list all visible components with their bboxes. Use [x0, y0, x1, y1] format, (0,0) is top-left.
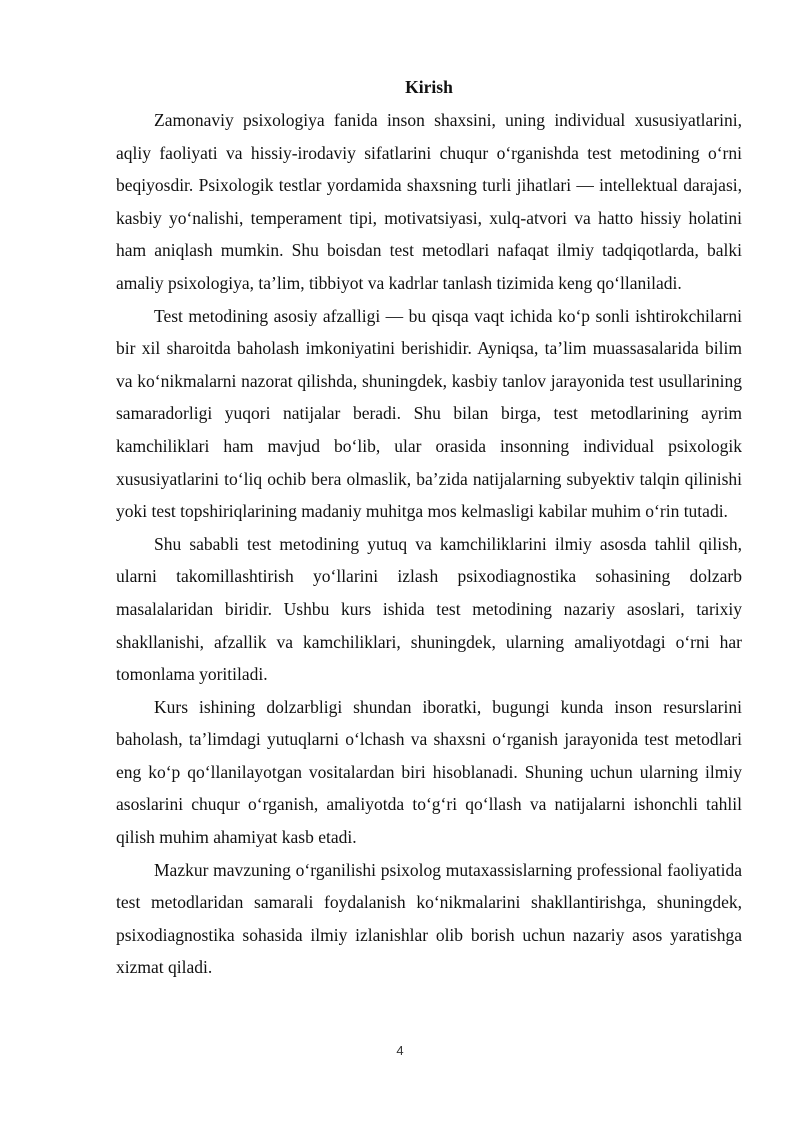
page-number: 4	[396, 1043, 404, 1058]
document-body	[116, 74, 742, 984]
paragraph: Test metodining asosiy afzalligi — bu qisqa vaqt ichida ko‘p sonli ishtirokchilarni bir xil sharoitda baholash imkoniyatini berishidir. Ayniqsa, ta’lim muassasalarida bilim va ko‘nikmalarni nazorat qilishda, shuningdek, kasbiy tanlov jarayonida test usullarining samaradorligi yuqori natijalar beradi. Shu bilan birga, test metodlarining ayrim kamchiliklari ham mavjud bo‘lib, ular orasida insonning individual psixologik xususiyatlarini to‘liq ochib bera olmaslik, ba’zida natijalarning subyektiv talqin qilinishi yoki test topshiriqlarining madaniy muhitga mos kelmasligi kabilar muhim o‘rin tutadi.	[116, 305, 742, 522]
paragraph: Mazkur mavzuning o‘rganilishi psixolog mutaxassislarning professional faoliyatida test metodlaridan samarali foydalanish ko‘nikmalarini shakllantirishga, shuningdek, psixodiagnostika sohasida ilmiy izlanishlar olib borish uchun nazariy asos yaratishga xizmat qiladi.	[116, 859, 742, 978]
paragraph: Kurs ishining dolzarbligi shundan iboratki, bugungi kunda inson resurslarini baholash, ta’limdagi yutuqlarni o‘lchash va shaxsni o‘rganish jarayonida test metodlari eng ko‘p qo‘llanilayotgan vositalardan biri hisoblanadi. Shuning uchun ularning ilmiy asoslarini chuqur o‘rganish, amaliyotda to‘g‘ri qo‘llash va natijalarni ishonchli tahlil qilish muhim ahamiyat kasb etadi.	[116, 696, 742, 848]
section-title: Kirish	[405, 77, 453, 97]
paragraph: Zamonaviy psixologiya fanida inson shaxsini, uning individual xususiyatlarini, aqliy faoliyati va hissiy-irodaviy sifatlarini chuqur o‘rganishda test metodining o‘rni beqiyosdir. Psixologik testlar yordamida shaxsning turli jihatlari — intellektual darajasi, kasbiy yo‘nalishi, temperament tipi, motivatsiyasi, xulq-atvori va hatto hissiy holatini ham aniqlash mumkin. Shu boisdan test metodlari nafaqat ilmiy tadqiqotlarda, balki amaliy psixologiya, ta’lim, tibbiyot va kadrlar tanlash tizimida keng qo‘llaniladi.	[116, 110, 742, 293]
paragraph: Shu sababli test metodining yutuq va kamchiliklarini ilmiy asosda tahlil qilish, ularni takomillashtirish yo‘llarini izlash psixodiagnostika sohasining dolzarb masalalaridan biridir. Ushbu kurs ishida test metodining nazariy asoslari, tarixiy shakllanishi, afzallik va kamchiliklari, shuningdek, ularning amaliyotdagi o‘rni har tomonlama yoritiladi.	[116, 533, 742, 685]
